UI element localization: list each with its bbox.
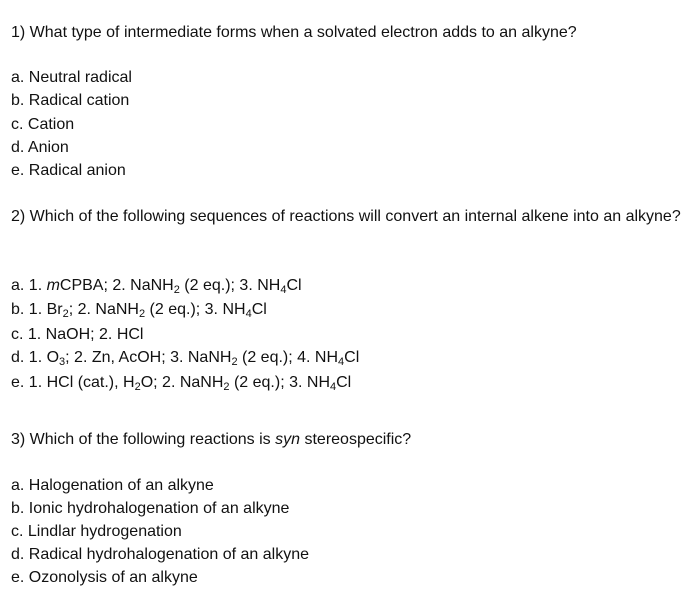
question-3-option-b: b. Ionic hydrohalogenation of an alkyne: [11, 500, 290, 517]
question-2-option-d: d. 1. $O_3$; 2. Zn, AcOH; 3. NaNH$_2$ (2 eq.); 4. $NH_4Cl$: [11, 349, 360, 368]
question-2-option-c: c. 1. NaOH; 2. HCl: [11, 326, 144, 343]
question-1-prompt: 1) What type of intermediate forms when a solvated electron adds to an alkyne?: [11, 24, 577, 41]
question-2-prompt: 2) Which of the following sequences of reactions will convert an internal alkene into an alkyne?: [11, 208, 681, 225]
question-3-option-d: d. Radical hydrohalogenation of an alkyne: [11, 546, 309, 563]
question-1-option-a: a. Neutral radical: [11, 69, 132, 86]
question-2-option-b: b. 1. $Br_2$; 2. NaNH$_2$ (2 eq.); 3. $NH_4Cl$: [11, 301, 267, 320]
question-1-option-c: c. Cation: [11, 116, 75, 133]
question-3-option-e: e. Ozonolysis of an alkyne: [11, 569, 198, 586]
question-3-option-a: a. Halogenation of an alkyne: [11, 477, 214, 494]
question-3-option-c: c. Lindlar hydrogenation: [11, 523, 182, 540]
question-2-option-e: e. 1. HCl (cat.), $H_2O$; 2. NaNH$_2$ (2 eq.); 3. $NH_4Cl$: [11, 374, 352, 393]
question-1-option-d: d. Anion: [11, 139, 69, 156]
question-3-prompt: 3) Which of the following reactions is syn stereospecific?: [11, 431, 412, 448]
question-1-option-e: e. Radical anion: [11, 162, 126, 179]
question-1-option-b: b. Radical cation: [11, 92, 130, 109]
question-2-option-a: a. 1. mCPBA; 2. NaNH$_2$ (2 eq.); 3. $NH_4Cl$: [11, 277, 302, 296]
